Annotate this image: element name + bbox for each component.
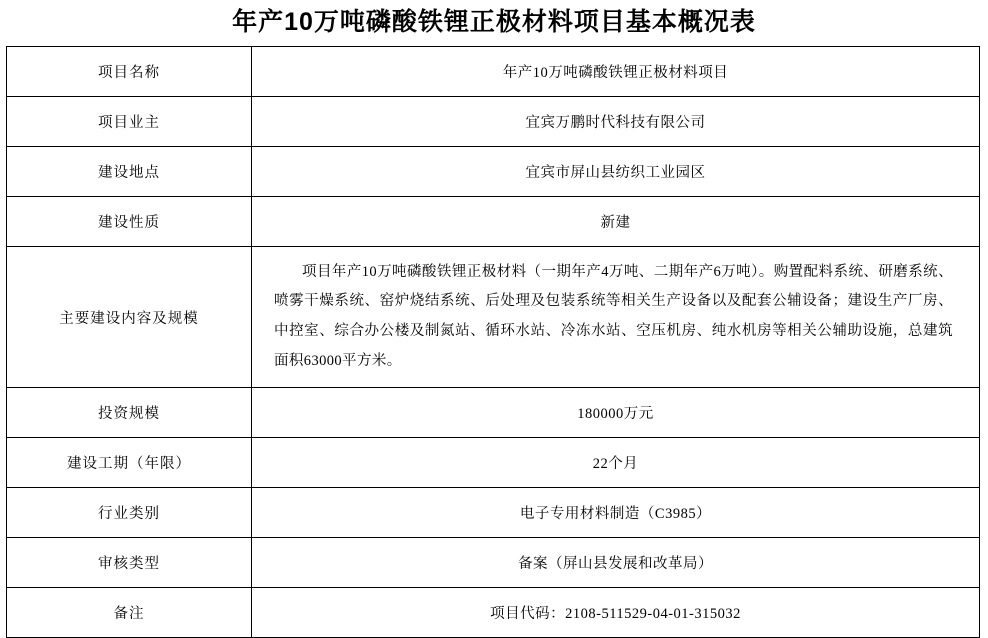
table-row bbox=[7, 97, 980, 147]
row-value: 宜宾万鹏时代科技有限公司 bbox=[252, 97, 980, 147]
row-value: 项目代码：2108-511529-04-01-315032 bbox=[252, 588, 980, 638]
row-value-paragraph: 项目年产10万吨磷酸铁锂正极材料（一期年产4万吨、二期年产6万吨）。购置配料系统、研磨系统、喷雾干燥系统、窑炉烧结系统、后处理及包装系统等相关生产设备以及配套公辅设备；建设生产厂房、中控室、综合办公楼及制氮站、循环水站、冷冻水站、空压机房、纯水机房等相关公辅助设施，总建筑面积63000平方米。 bbox=[274, 263, 953, 369]
table-row bbox=[7, 588, 980, 638]
row-label: 建设工期（年限） bbox=[7, 438, 252, 488]
table-row bbox=[7, 488, 980, 538]
project-overview-table bbox=[6, 46, 980, 638]
row-label: 主要建设内容及规模 bbox=[7, 247, 252, 388]
row-value: 年产10万吨磷酸铁锂正极材料项目 bbox=[252, 47, 980, 97]
row-label: 审核类型 bbox=[7, 538, 252, 588]
table-body bbox=[7, 47, 980, 638]
page-title: 年产10万吨磷酸铁锂正极材料项目基本概况表 bbox=[232, 8, 756, 36]
row-label: 建设地点 bbox=[7, 147, 252, 197]
table-row bbox=[7, 247, 980, 388]
table-row bbox=[7, 197, 980, 247]
row-value: 180000万元 bbox=[252, 388, 980, 438]
row-label: 项目业主 bbox=[7, 97, 252, 147]
row-value: 新建 bbox=[252, 197, 980, 247]
table-row bbox=[7, 147, 980, 197]
row-value: 宜宾市屏山县纺织工业园区 bbox=[252, 147, 980, 197]
row-label: 项目名称 bbox=[7, 47, 252, 97]
row-value: 备案（屏山县发展和改革局） bbox=[252, 538, 980, 588]
row-label: 投资规模 bbox=[7, 388, 252, 438]
table-row bbox=[7, 538, 980, 588]
row-label: 行业类别 bbox=[7, 488, 252, 538]
row-value: 电子专用材料制造（C3985） bbox=[252, 488, 980, 538]
row-value bbox=[252, 247, 980, 388]
row-label: 备注 bbox=[7, 588, 252, 638]
row-value: 22个月 bbox=[252, 438, 980, 488]
row-label: 建设性质 bbox=[7, 197, 252, 247]
table-row bbox=[7, 438, 980, 488]
table-row bbox=[7, 388, 980, 438]
table-row bbox=[7, 47, 980, 97]
